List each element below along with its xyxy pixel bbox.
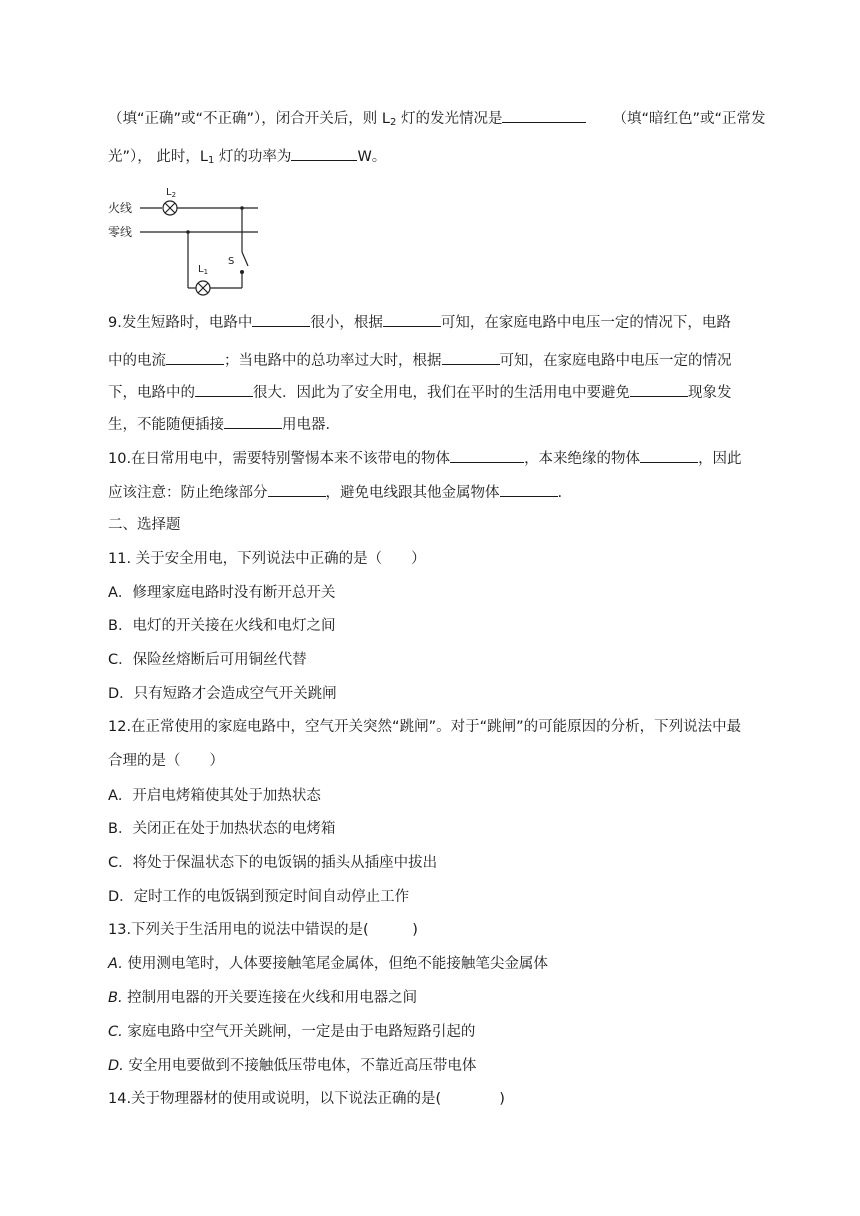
option-letter: A.: [108, 956, 123, 972]
answer-blank[interactable]: [291, 146, 357, 161]
text: （填“暗红色”或“正常发: [612, 111, 766, 127]
option-text: 控制用电器的开关要连接在火线和用电器之间: [122, 990, 418, 1006]
option-text: 安全用电要做到不接触低压带电体，不靠近高压带电体: [123, 1058, 477, 1074]
text: ；当电路中的总功率过大时，根据: [224, 353, 442, 369]
q10-line-2: [108, 482, 800, 503]
answer-blank[interactable]: [502, 108, 586, 123]
q12-stem-line-1: 12.在正常使用的家庭电路中，空气开关突然“跳闸”。对于“跳闸”的可能原因的分析，下列说法中最: [108, 719, 742, 735]
answer-blank[interactable]: [442, 350, 500, 365]
text: 现象发: [688, 385, 732, 401]
answer-blank[interactable]: [268, 482, 326, 497]
subscript: 1: [207, 155, 215, 166]
option-letter: C.: [108, 1024, 123, 1040]
q11-option-c[interactable]: C．保险丝熔断后可用铜丝代替: [108, 652, 307, 668]
q13-option-b[interactable]: [108, 988, 800, 1008]
text: 灯的发光情况是: [396, 111, 503, 127]
q13-option-c[interactable]: [108, 1022, 800, 1042]
switch-s-icon: [242, 252, 248, 266]
text: W。: [357, 149, 387, 165]
text: .: [557, 485, 563, 501]
q8-line-2: [108, 146, 800, 171]
answer-blank[interactable]: [195, 382, 253, 397]
section-title: 二、选择题: [108, 517, 181, 533]
q12-option-a[interactable]: A．开启电烤箱使其处于加热状态: [108, 788, 321, 804]
switch-s-label: S: [228, 256, 235, 267]
q13-stem: 13.下列关于生活用电的说法中错误的是( ): [108, 922, 418, 938]
text: ，本来绝缘的物体: [524, 451, 641, 467]
answer-blank[interactable]: [252, 312, 310, 327]
text: 可知，在家庭电路中电压一定的情况下，电路: [440, 315, 731, 331]
lamp-l2-label: $L_2$: [166, 187, 177, 199]
text: ，避免电线跟其他金属物体: [325, 485, 500, 501]
q11-option-a[interactable]: A．修理家庭电路时没有断开总开关: [108, 585, 336, 601]
circuit-diagram: [108, 180, 268, 300]
q14-stem: 14.关于物理器材的使用或说明，以下说法正确的是( ): [108, 1091, 505, 1107]
text: 灯的功率为: [214, 149, 292, 165]
answer-blank[interactable]: [450, 448, 524, 463]
text: 可知，在家庭电路中电压一定的情况: [499, 353, 732, 369]
text: 光”）， 此时，L: [108, 149, 208, 165]
option-text: 家庭电路中空气开关跳闸，一定是由于电路短路引起的: [122, 1024, 476, 1040]
text: 应该注意：防止绝缘部分: [108, 485, 268, 501]
answer-blank[interactable]: [640, 448, 698, 463]
text: ，因此: [698, 451, 742, 467]
q11-option-d[interactable]: D．只有短路才会造成空气开关跳闸: [108, 686, 337, 702]
answer-blank[interactable]: [500, 482, 558, 497]
text: 很小，根据: [310, 315, 383, 331]
q9-line-2: [108, 350, 800, 371]
answer-blank[interactable]: [224, 414, 282, 429]
q11-option-b[interactable]: B．电灯的开关接在火线和电灯之间: [108, 618, 336, 634]
text: 用电器．: [282, 417, 340, 433]
q12-option-d[interactable]: D．定时工作的电饭锅到预定时间自动停止工作: [108, 889, 410, 905]
answer-blank[interactable]: [166, 350, 224, 365]
option-letter: D.: [108, 1058, 124, 1074]
q13-option-d[interactable]: [108, 1056, 800, 1076]
lamp-l1-label: $L_1$: [198, 264, 209, 276]
subscript: 2: [389, 117, 397, 128]
text: （填“正确”或“不正确”），闭合开关后，则 L: [108, 111, 390, 127]
option-letter: B.: [108, 990, 123, 1006]
text: 中的电流: [108, 353, 166, 369]
q12-stem-line-2: 合理的是（ ）: [108, 753, 224, 769]
text: 9.发生短路时，电路中: [108, 315, 253, 331]
q12-option-c[interactable]: C．将处于保温状态下的电饭锅的插头从插座中拔出: [108, 855, 438, 871]
q9-line-1: [108, 312, 800, 333]
neutral-wire-label: 零线: [108, 225, 133, 239]
q12-option-b[interactable]: B．关闭正在处于加热状态的电烤箱: [108, 821, 336, 837]
q10-line-1: [108, 448, 800, 469]
q9-line-3: [108, 382, 800, 403]
answer-blank[interactable]: [630, 382, 688, 397]
answer-blank[interactable]: [383, 312, 441, 327]
text: 生，不能随便插接: [108, 417, 224, 433]
text: 很大．因此为了安全用电，我们在平时的生活用电中要避免: [253, 385, 630, 401]
q11-stem: 11. 关于安全用电，下列说法中正确的是（ ）: [108, 551, 426, 567]
text: 下，电路中的: [108, 385, 195, 401]
live-wire-label: 火线: [108, 201, 133, 215]
q8-line-1: [108, 108, 800, 133]
text: 10.在日常用电中，需要特别警惕本来不该带电的物体: [108, 451, 451, 467]
option-text: 使用测电笔时，人体要接触笔尾金属体，但绝不能接触笔尖金属体: [122, 956, 548, 972]
q13-option-a[interactable]: [108, 954, 800, 974]
q9-line-4: [108, 414, 800, 435]
